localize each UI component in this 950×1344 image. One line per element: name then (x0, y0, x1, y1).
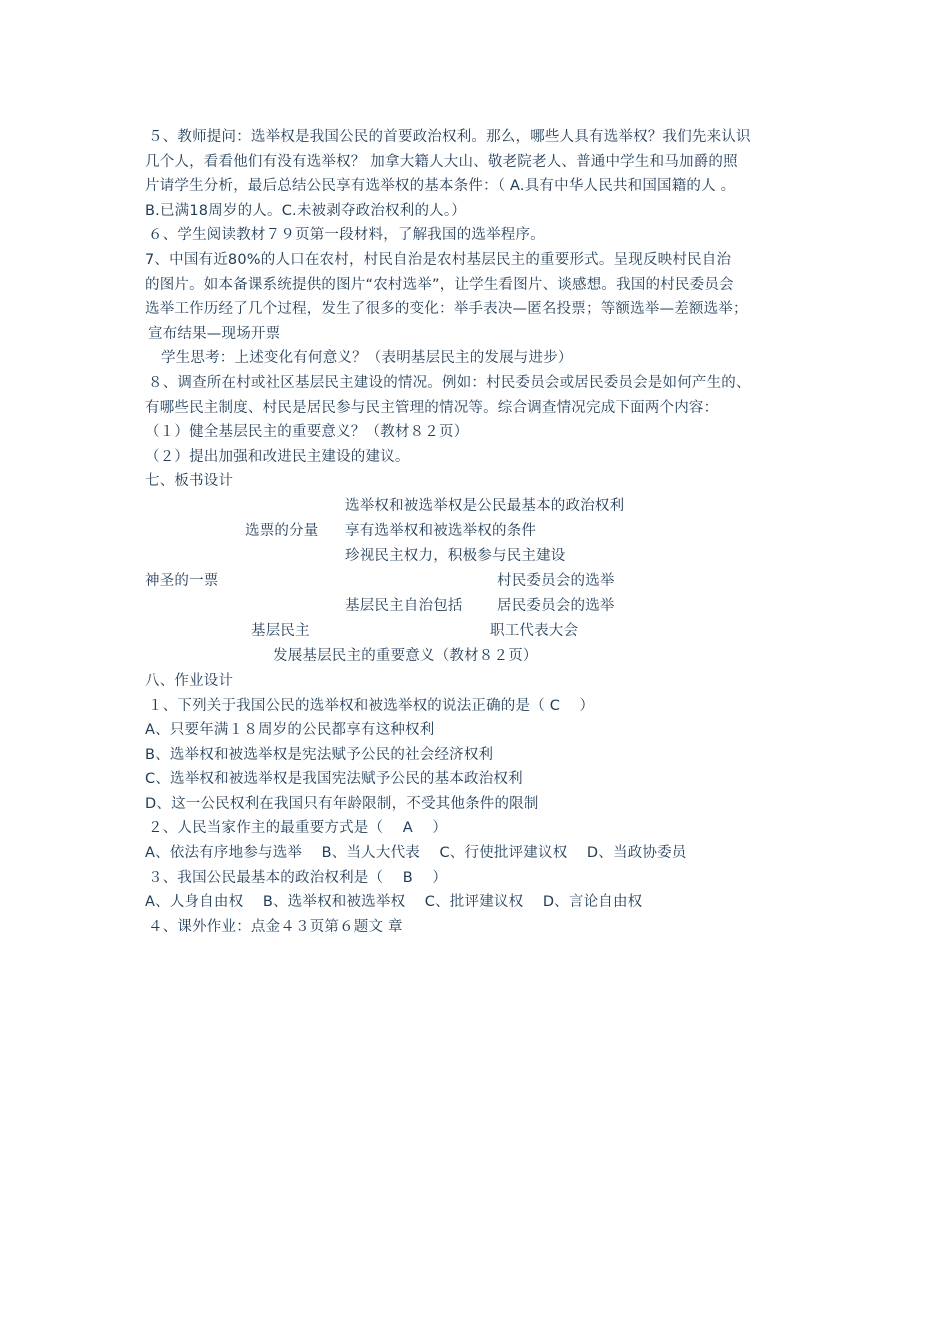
homework-line: D、这一公民权利在我国只有年龄限制，不受其他条件的限制 (145, 795, 539, 812)
board-conditions: 享有选举权和被选举权的条件 (345, 522, 537, 539)
homework-line: A、依法有序地参与选举 B、当人大代表 C、行使批评建议权 D、当政协委员 (145, 845, 687, 862)
homework-line: ４、课外作业：点金４３页第６题文 章 (148, 918, 403, 935)
section8-line: （１）健全基层民主的重要意义？（教材８２页） (145, 424, 469, 441)
section7-line: 选举工作历经了几个过程，发生了很多的变化：举手表决—匿名投票；等额选举—差额选举； (145, 301, 748, 318)
homework-heading: 八、作业设计 (145, 672, 234, 689)
board-heading: 七、板书设计 (145, 473, 234, 490)
board-design (145, 494, 825, 669)
board-include: 基层民主自治包括 (345, 597, 463, 614)
section6-line: ６、学生阅读教材７９页第一段材料，了解我国的选举程序。 (148, 227, 545, 244)
section5-line: B.已满18周岁的人。C.未被剥夺政治权利的人。） (145, 202, 466, 219)
section8-line: ８、调查所在村或社区基层民主建设的情况。例如：村民委员会或居民委员会是如何产生的、 (148, 374, 751, 391)
board-meaning: 发展基层民主的重要意义（教材８２页） (273, 647, 538, 664)
document-body (145, 125, 825, 939)
board-vote-weight: 选票的分量 (245, 522, 319, 539)
homework-line: C、选举权和被选举权是我国宪法赋予公民的基本政治权利 (145, 771, 523, 788)
section8-line: 有哪些民主制度、村民是居民参与民主管理的情况等。综合调查情况完成下面两个内容： (145, 399, 719, 416)
homework-line: B、选举权和被选举权是宪法赋予公民的社会经济权利 (145, 746, 494, 763)
homework-line: A、只要年满１８周岁的公民都享有这种权利 (145, 722, 435, 739)
section5-line: 片请学生分析，最后总结公民享有选举权的基本条件：（ A.具有中华人民共和国国籍的人 。 (145, 178, 736, 195)
section7-line: 宣布结果—现场开票 (148, 325, 281, 342)
homework-line: ２、人民当家作主的最重要方式是（ A ） (148, 820, 448, 837)
section7-line: 的图片。如本备课系统提供的图片“农村选举”，让学生看图片、谈感想。我国的村民委员会 (145, 276, 734, 293)
homework-line: １、下列关于我国公民的选举权和被选举权的说法正确的是（ C ） (148, 697, 595, 714)
section7-line: 7、中国有近80%的人口在农村，村民自治是农村基层民主的重要形式。呈现反映村民自治 (145, 251, 732, 268)
board-grassroots: 基层民主 (251, 622, 310, 639)
board-resident-election: 居民委员会的选举 (497, 597, 615, 614)
student-think: 学生思考：上述变化有何意义？（表明基层民主的发展与进步） (161, 350, 573, 367)
section5-line: ５、教师提问：选举权是我国公民的首要政治权利。那么，哪些人具有选举权？我们先来认识 (148, 129, 751, 145)
homework-line: A、人身自由权 B、选举权和被选举权 C、批评建议权 D、言论自由权 (145, 894, 643, 911)
section8-line: （２）提出加强和改进民主建设的建议。 (145, 448, 410, 465)
homework-line: ３、我国公民最基本的政治权利是（ B ） (148, 869, 448, 886)
board-cherish: 珍视民主权力，积极参与民主建设 (345, 547, 566, 564)
board-sacred-vote: 神圣的一票 (145, 572, 219, 589)
board-workers-congress: 职工代表大会 (490, 622, 579, 639)
board-right-of-vote: 选举权和被选举权是公民最基本的政治权利 (345, 497, 625, 514)
section5-line: 几个人，看看他们有没有选举权？ 加拿大籍人大山、敬老院老人、普通中学生和马加爵的照 (145, 153, 738, 170)
board-village-election: 村民委员会的选举 (497, 572, 615, 589)
